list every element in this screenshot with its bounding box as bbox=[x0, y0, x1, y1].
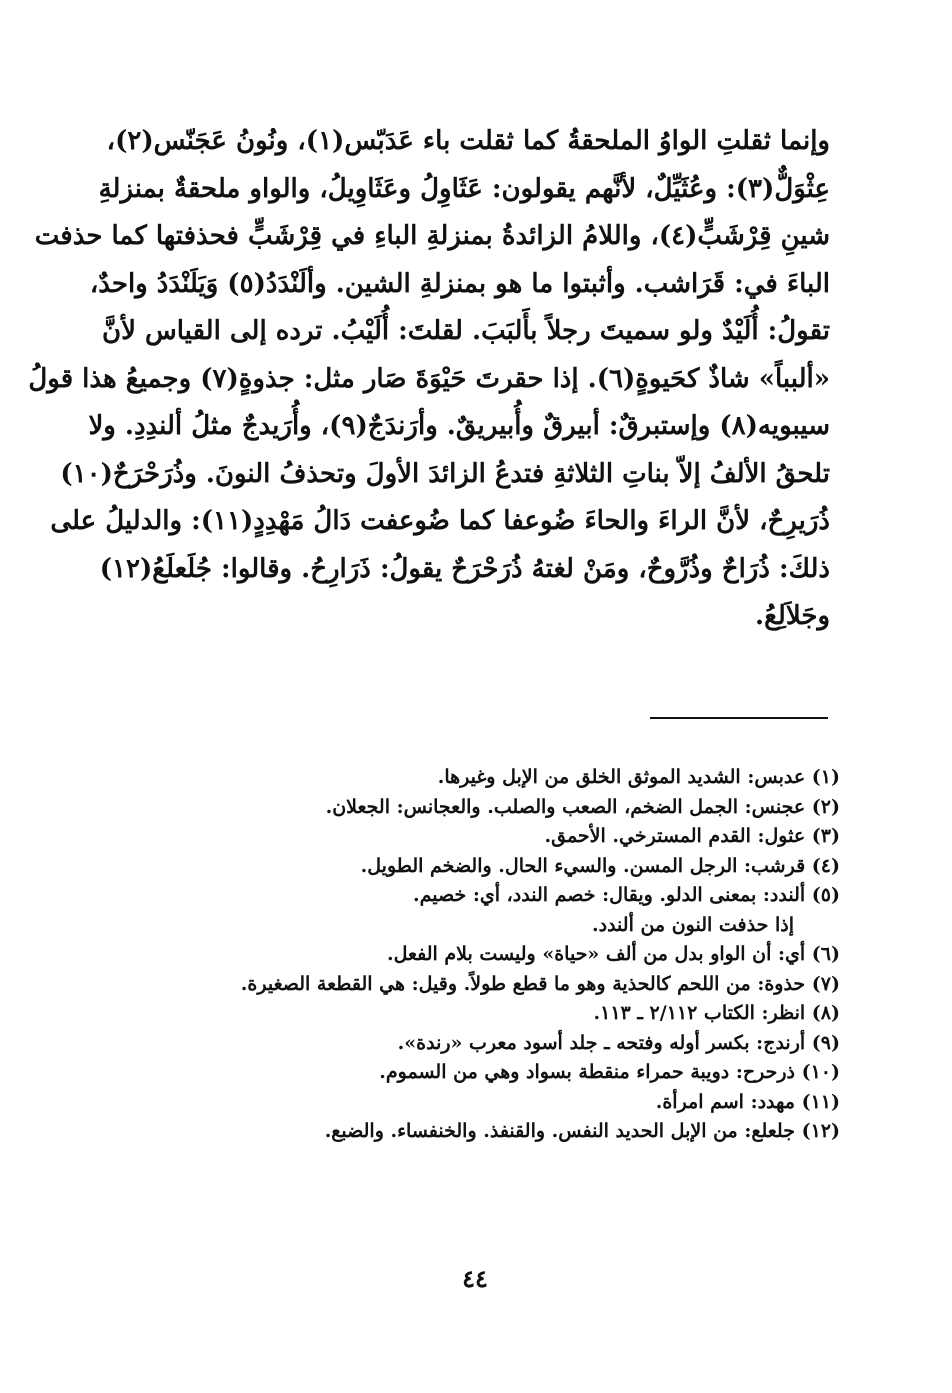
footnote-5: (٥) ألندد: بمعنى الدلو. ويقال: خصم الندد، أي: خصيم. bbox=[413, 884, 840, 906]
text-line: الباءَ في: قَرَاشب. وأثبتوا ما هو بمنزلةِ الشين. وألَنْدَدُ(٥) وَيَلَنْدَدُ واحدٌ، bbox=[89, 268, 830, 299]
page-number: ٤٤ bbox=[462, 1264, 488, 1293]
footnote-2: (٢) عجنس: الجمل الضخم، الصعب والصلب. والعجانس: الجعلان. bbox=[325, 795, 840, 818]
text-line: تقولُ: أُلَيْدٌ ولو سميتَ رجلاً بأَلبَبَ. لقلتَ: أُلَيْبُ. ترده إلى القياس لأنَّ bbox=[102, 316, 830, 346]
main-text-block bbox=[28, 118, 830, 641]
text-line: سيبويه(٨) وإستبرقٌ: أبيرقٌ وأُبيريقٌ. وأرَندَجٌ(٩)، وأُرَيدجٌ مثلُ ألندِدِ. ولا bbox=[88, 411, 830, 441]
footnote-9: (٩) أرندج: بكسر أوله وفتحه ـ جلد أسود معرب «رندة». bbox=[397, 1031, 840, 1054]
text-line: ذُرَيرِحٌ، لأنَّ الراءَ والحاءَ ضُوعفا كما ضُوعفت دَالُ مَهْدِدٍ(١١): والدليلُ على bbox=[50, 506, 830, 536]
footnotes-block bbox=[150, 763, 840, 1147]
footnote-divider bbox=[650, 717, 828, 719]
text-line: وإنما ثقلتِ الواوُ الملحقةُ كما ثقلت باء عَدَبّس(١)، ونُونُ عَجَنّس(٢)، bbox=[106, 126, 830, 156]
footnote-5-continuation: إذا حذفت النون من ألندد. bbox=[592, 913, 794, 936]
text-line: عِثْوَلٌّ(٣): وعُثَيِّلٌ، لأنَّهم يقولون: عَثَاوِلُ وعَثَاوِيلُ، والواو ملحقةٌ بمنزلةِ bbox=[98, 173, 830, 204]
footnote-11: (١١) مهدد: اسم امرأة. bbox=[655, 1090, 840, 1113]
text-line: «ألبباً» شاذٌ كحَيوةٍ(٦). إذا حقرتَ حَيْوَةَ صَار مثل: جذوةٍ(٧) وجميعُ هذا قولُ bbox=[28, 363, 830, 394]
footnote-6: (٦) أي: أن الواو بدل من ألف «حياة» وليست بلام الفعل. bbox=[386, 943, 840, 965]
footnote-10: (١٠) ذرحرح: دويبة حمراء منقطة بسواد وهي من السموم. bbox=[379, 1061, 840, 1083]
footnote-3: (٣) عثول: القدم المسترخي. الأحمق. bbox=[544, 825, 840, 847]
text-line: وجَلاَلِعُ. bbox=[755, 601, 830, 631]
text-line: ذلكَ: ذُرَاحٌ وذُرَّوحٌ، ومَنْ لغتهُ ذُرَحْرَحٌ يقولُ: ذَرَارِحُ. وقالوا: جُلَعلَعُ(١٢) bbox=[99, 553, 830, 584]
text-line: تلحقُ الألفُ إلاّ بناتِ الثلاثةِ فتدعُ الزائدَ الأولَ وتحذفُ النونَ. وذُرَحْرَحٌ(١٠) bbox=[60, 458, 830, 489]
footnote-12: (١٢) جلعلع: من الإبل الحديد النفس. والقنفذ. والخنفساء. والضبع. bbox=[324, 1120, 840, 1142]
footnote-8: (٨) انظر: الكتاب ٢/١١٢ ـ ١١٣. bbox=[593, 1002, 840, 1024]
footnote-7: (٧) حذوة: من اللحم كالحذية وهو ما قطع طولاً. وقيل: هي القطعة الصغيرة. bbox=[240, 972, 840, 995]
text-line: شينِ قِرْشَبٍّ(٤)، واللامُ الزائدةُ بمنزلةِ الباءِ في قِرْشَبٍّ فحذفتها كما حذفت bbox=[34, 221, 830, 251]
footnote-1: (١) عدبس: الشديد الموثق الخلق من الإبل وغيرها. bbox=[437, 766, 840, 788]
footnote-4: (٤) قرشب: الرجل المسن. والسيء الحال. والضخم الطويل. bbox=[360, 854, 840, 877]
